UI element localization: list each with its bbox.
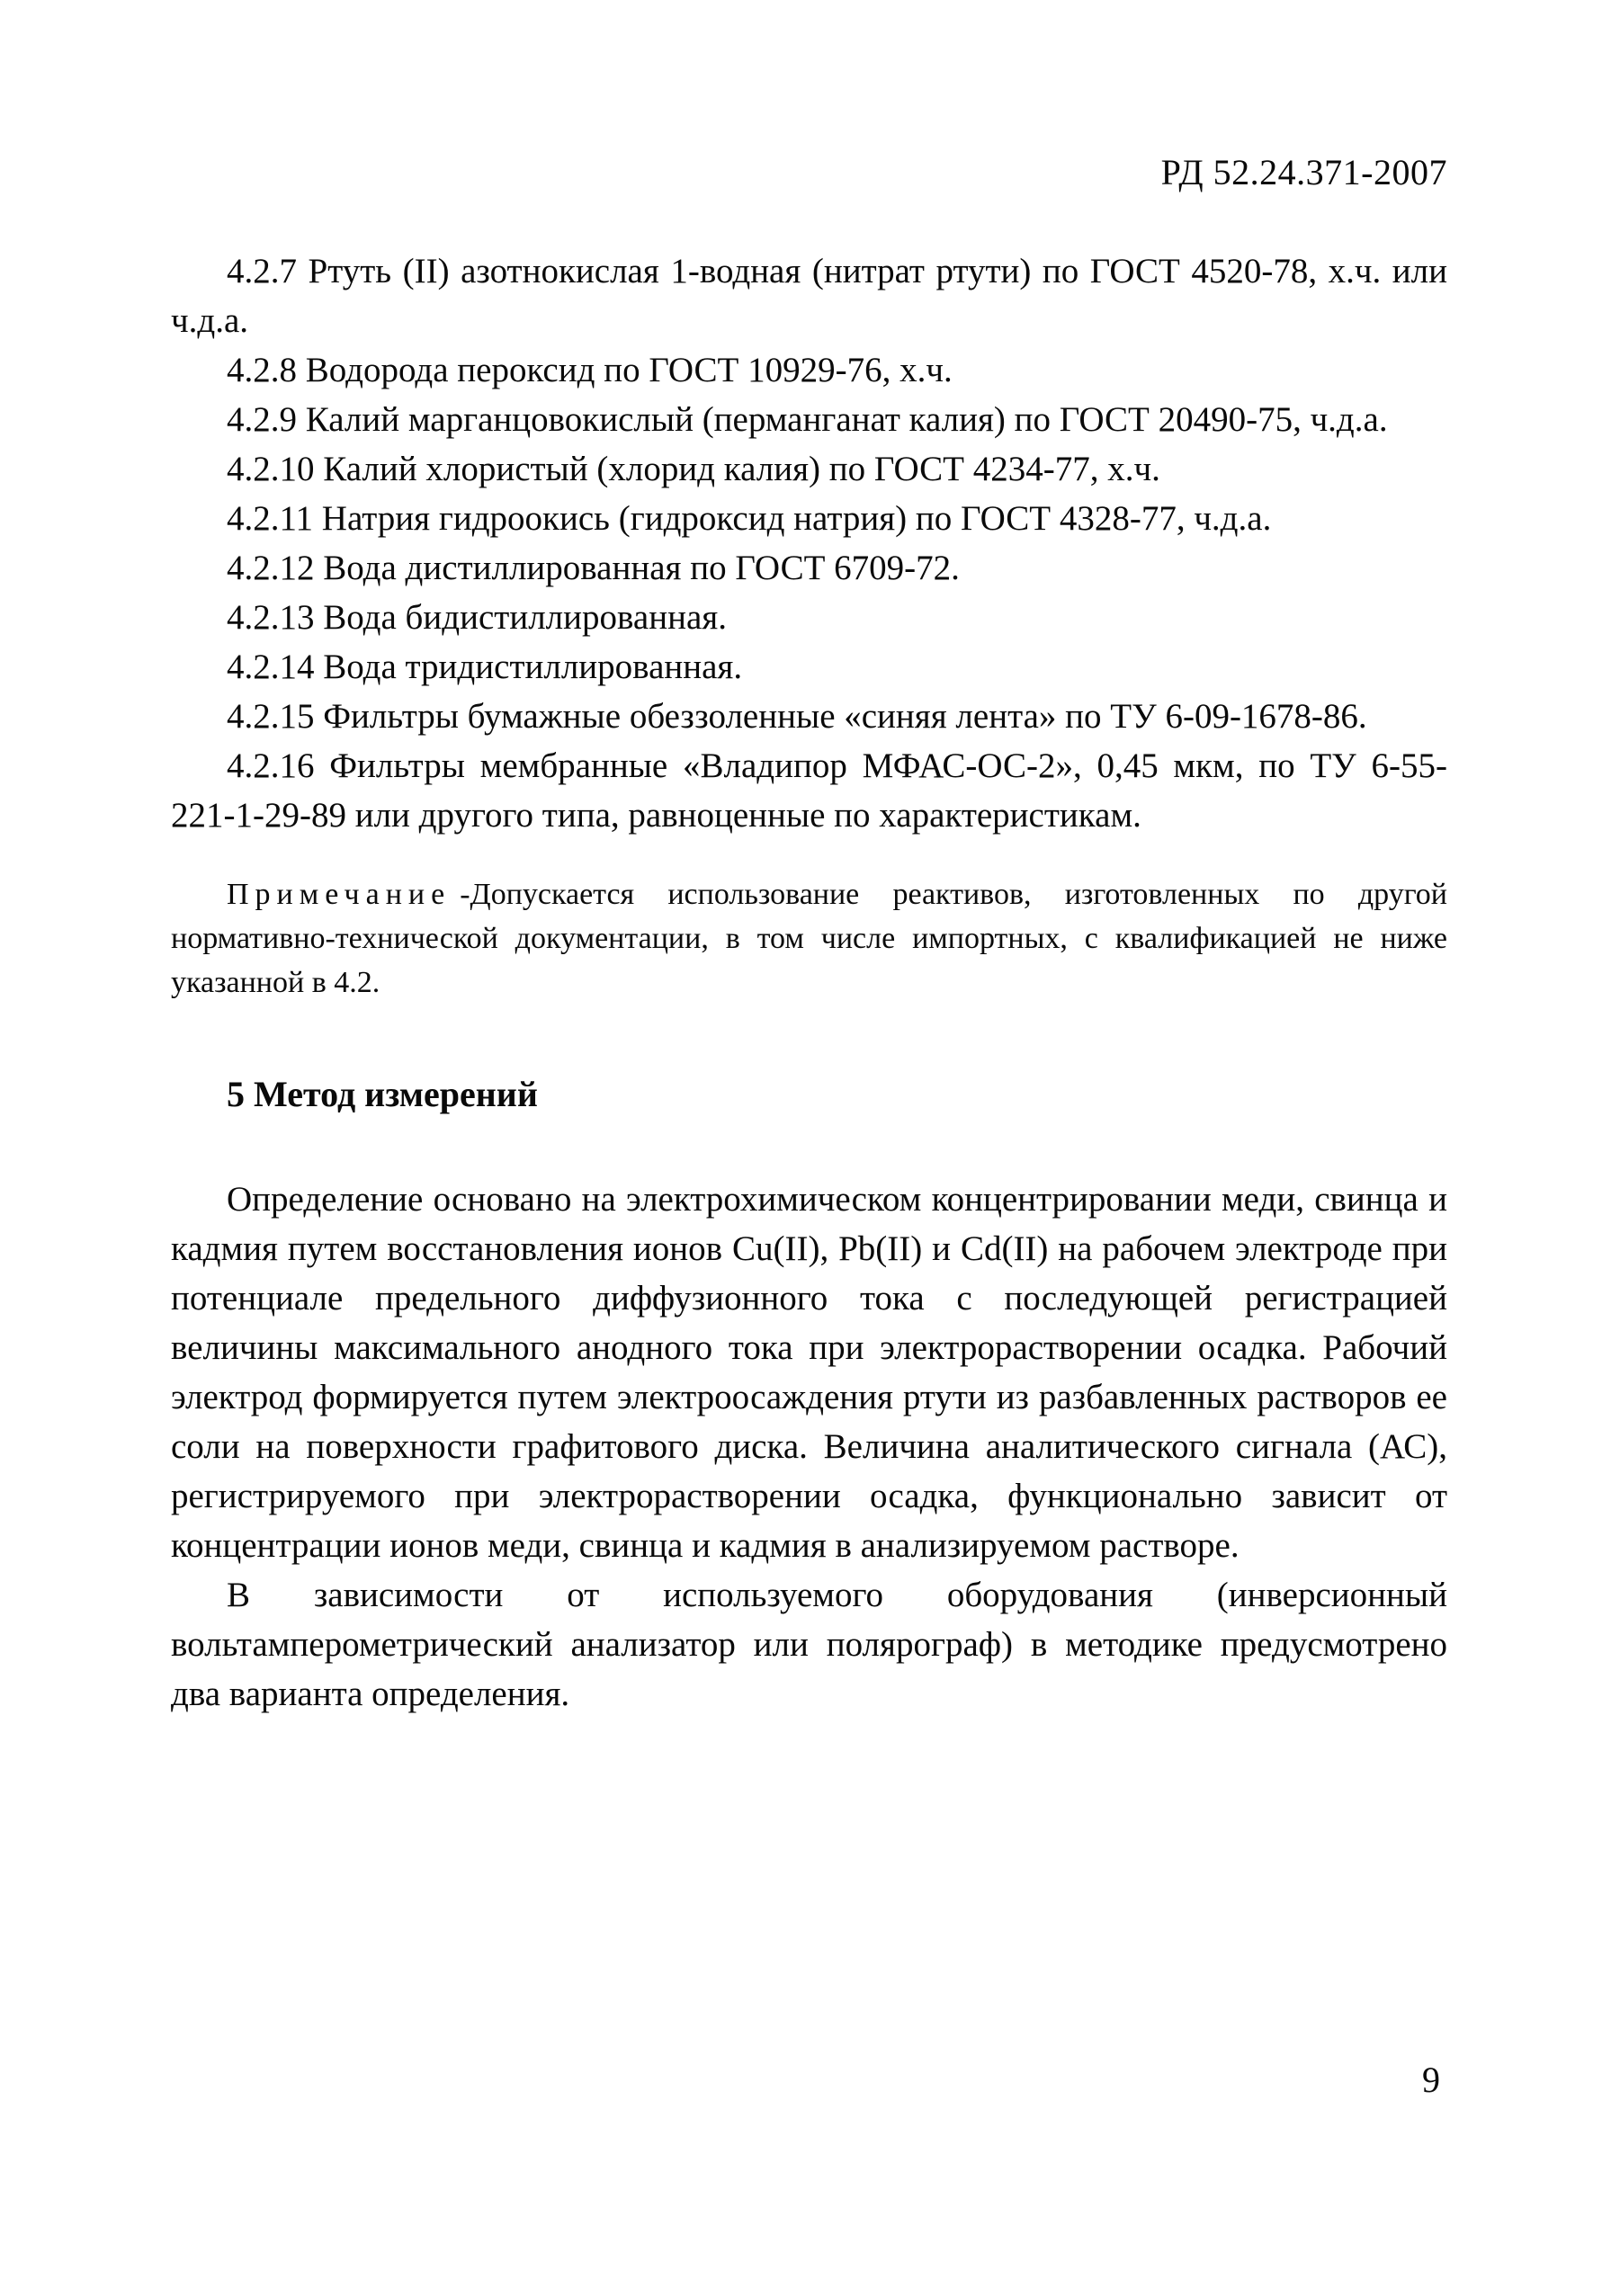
list-item-4-2-8: 4.2.8 Водорода пероксид по ГОСТ 10929-76, х.ч. — [227, 351, 953, 389]
note-label: Примечание — [227, 878, 452, 911]
note-text: -Допускается использование реактивов, изготовленных по другой нормативно-технической документации, в том числе импортных, с квалификацией не ниже указанной в 4.2. — [171, 878, 1447, 999]
reagent-list — [171, 246, 1447, 840]
list-item-4-2-7: 4.2.7 Ртуть (II) азотнокислая 1-водная (нитрат ртути) по ГОСТ 4520-78, х.ч. или ч.д.а. — [171, 252, 1447, 340]
list-item-4-2-11: 4.2.11 Натрия гидроокись (гидроксид натрия) по ГОСТ 4328-77, ч.д.а. — [227, 499, 1272, 538]
list-item-4-2-13: 4.2.13 Вода бидистиллированная. — [227, 598, 727, 637]
list-item-4-2-16: 4.2.16 Фильтры мембранные «Владипор МФАС-ОС-2», 0,45 мкм, по ТУ 6-55-221-1-29-89 или другого типа, равноценные по характеристикам. — [171, 746, 1447, 835]
method-paragraph-1: Определение основано на электрохимическом концентрировании меди, свинца и кадмия путем восстановления ионов Cu(II), Pb(II) и Cd(II) на рабочем электроде при потенциале предельного диффузионного тока с последующей регистрацией величины максимального анодного тока при электрорастворении осадка. Рабочий электрод формируется путем электроосаждения ртути из разбавленных растворов ее соли на поверхности графитового диска. Величина аналитического сигнала (АС), регистрируемого при электрорастворении осадка, функционально зависит от концентрации ионов меди, свинца и кадмия в анализируемом растворе. — [171, 1180, 1447, 1565]
list-item-4-2-12: 4.2.12 Вода дистиллированная по ГОСТ 6709-72. — [227, 549, 960, 587]
list-item-4-2-15: 4.2.15 Фильтры бумажные обеззоленные «синяя лента» по ТУ 6-09-1678-86. — [227, 697, 1367, 736]
list-item-4-2-10: 4.2.10 Калий хлористый (хлорид калия) по ГОСТ 4234-77, х.ч. — [227, 450, 1160, 488]
method-paragraph-2: В зависимости от используемого оборудования (инверсионный вольтамперометрический анализатор или полярограф) в методике предусмотрено два варианта определения. — [171, 1576, 1447, 1713]
document-code-header: РД 52.24.371-2007 — [1160, 152, 1447, 192]
list-item-4-2-9: 4.2.9 Калий марганцовокислый (перманганат калия) по ГОСТ 20490-75, ч.д.а. — [227, 400, 1388, 439]
list-item-4-2-14: 4.2.14 Вода тридистиллированная. — [227, 648, 743, 686]
section-body — [171, 1175, 1447, 1719]
section-heading-method: 5 Метод измерений — [227, 1074, 538, 1114]
note-paragraph — [171, 872, 1447, 1005]
page-number: 9 — [1422, 2059, 1440, 2100]
